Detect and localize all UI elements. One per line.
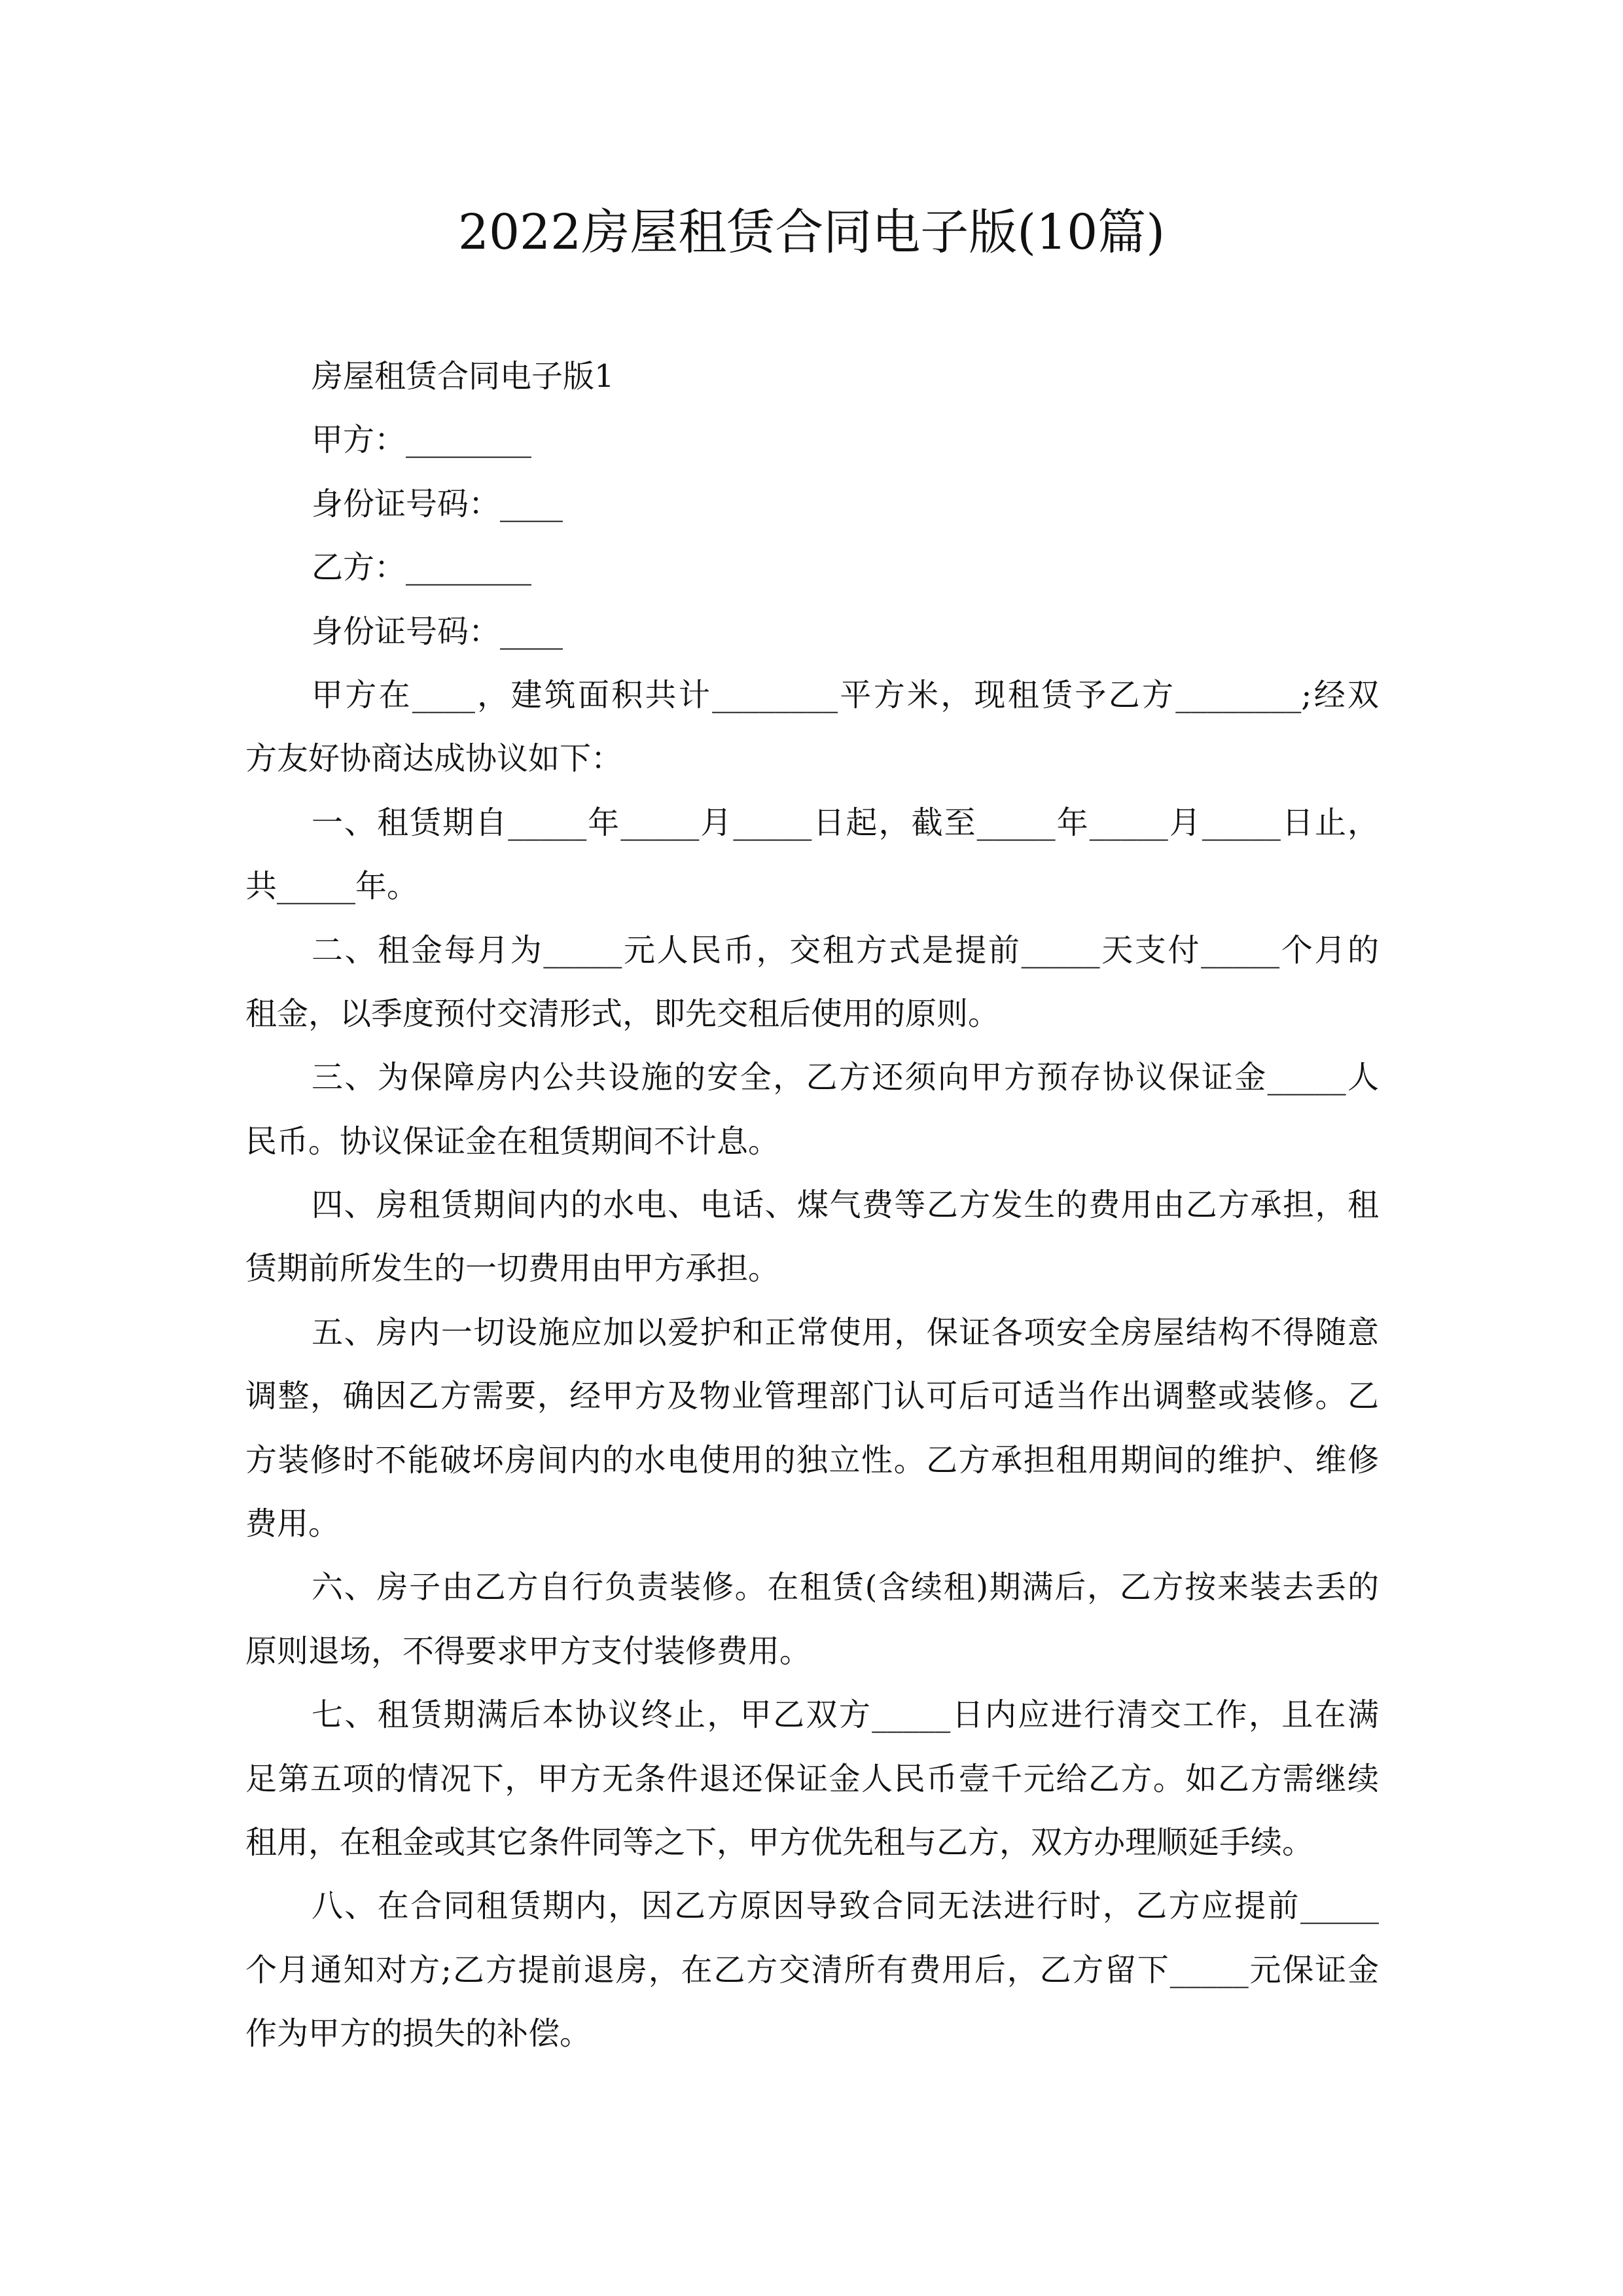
paragraph-line: 个月通知对方;乙方提前退房，在乙方交清所有费用后，乙方留下_____元保证金	[245, 1951, 1379, 1988]
paragraph-line: 五、房内一切设施应加以爱护和正常使用，保证各项安全房屋结构不得随意	[312, 1314, 1379, 1351]
paragraph-line: 甲方在____，建筑面积共计________平方米，现租赁予乙方________;经双	[312, 676, 1379, 713]
paragraph-line: 甲方：________	[312, 422, 532, 459]
paragraph-line: 费用。	[245, 1505, 340, 1543]
paragraph-line: 民币。协议保证金在租赁期间不计息。	[245, 1122, 780, 1160]
paragraph-line: 乙方：________	[312, 549, 532, 586]
paragraph-line: 方装修时不能破坏房间内的水电使用的独立性。乙方承担租用期间的维护、维修	[245, 1441, 1379, 1479]
paragraph-line: 一、租赁期自_____年_____月_____日起，截至_____年_____月_____日止，	[312, 804, 1379, 841]
paragraph-line: 足第五项的情况下，甲方无条件退还保证金人民币壹千元给乙方。如乙方需继续	[245, 1760, 1379, 1797]
paragraph-line: 作为甲方的损失的补偿。	[245, 2015, 592, 2053]
paragraph-line: 原则退场，不得要求甲方支付装修费用。	[245, 1632, 812, 1670]
document-title: 2022房屋租赁合同电子版(10篇)	[457, 204, 1166, 260]
paragraph-line: 方友好协商达成协议如下：	[245, 740, 623, 778]
paragraph-line: 调整，确因乙方需要，经甲方及物业管理部门认可后可适当作出调整或装修。乙	[245, 1378, 1379, 1415]
paragraph-line: 租用，在租金或其它条件同等之下，甲方优先租与乙方，双方办理顺延手续。	[245, 1823, 1314, 1861]
paragraph-line: 身份证号码：____	[312, 613, 563, 650]
paragraph-line: 六、房子由乙方自行负责装修。在租赁(含续租)期满后，乙方按来装去丢的	[312, 1569, 1379, 1606]
paragraph-line: 赁期前所发生的一切费用由甲方承担。	[245, 1250, 780, 1287]
paragraph-line: 身份证号码：____	[312, 485, 563, 522]
paragraph-line: 二、租金每月为_____元人民币，交租方式是提前_____天支付_____个月的	[312, 931, 1379, 969]
paragraph-line: 八、在合同租赁期内，因乙方原因导致合同无法进行时，乙方应提前_____	[312, 1888, 1379, 1925]
document-body	[245, 345, 1379, 2066]
paragraph-line: 共_____年。	[245, 868, 419, 905]
paragraph-line: 房屋租赁合同电子版1	[312, 358, 615, 395]
paragraph-line: 四、房租赁期间内的水电、电话、煤气费等乙方发生的费用由乙方承担，租	[312, 1187, 1379, 1224]
paragraph-line: 七、租赁期满后本协议终止，甲乙双方_____日内应进行清交工作，且在满	[312, 1696, 1379, 1734]
paragraph-line: 三、为保障房内公共设施的安全，乙方还须向甲方预存协议保证金_____人	[312, 1059, 1379, 1096]
paragraph-line: 租金，以季度预付交清形式，即先交租后使用的原则。	[245, 995, 1000, 1032]
